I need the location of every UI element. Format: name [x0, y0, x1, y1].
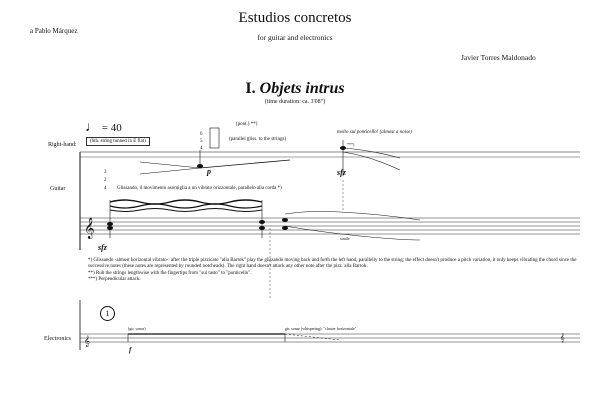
- scordatura-box: (6th. string tunned in E flat): [86, 137, 150, 146]
- treble-clef-icon: 𝄞: [84, 336, 90, 347]
- treble-clef-icon: 𝄞: [84, 218, 95, 239]
- gliss-beam: [110, 204, 262, 208]
- footnote-3: ***) Perpendicular attack.: [88, 277, 141, 283]
- molto-sul-pont-marking: molto sul ponticello! (almost a noise): [337, 130, 412, 135]
- gliss-curve: [343, 148, 400, 158]
- simile-label: simile: [340, 236, 350, 241]
- gliss-beam: [110, 200, 262, 204]
- string-circle: 2: [104, 178, 107, 183]
- movement-duration: (time duration: ca. 3'08"): [264, 99, 326, 105]
- tempo-value: = 40: [101, 122, 122, 134]
- composer-name: Javier Torres Maldonado: [461, 53, 536, 62]
- string-box: [210, 128, 219, 148]
- movement-number: I.: [245, 80, 256, 97]
- right-hand-label: Right-hand:: [48, 142, 77, 148]
- dynamic-f: f: [129, 346, 132, 354]
- gliss-curve: [343, 152, 400, 170]
- notehead: [340, 146, 346, 150]
- guitar-label: Guitar: [50, 186, 66, 192]
- string-number: 4: [200, 146, 203, 151]
- notehead: [107, 222, 113, 226]
- footnote-1: *) Glissando -almost horizontal vibrato-: after the triple pizzicato "alla Bartok" play the glissando moving back and forth the left hand, parallelly to the string; the effect doesn't produce a pitch variation, it only keeps vibrating the chord since the successive notes (these notes are represented by rounded notcheads). The right hand doesn't attack any other note after the pizz. alla Bartok.: [88, 258, 577, 270]
- glissando-instruction: Glissando, il movimento asomiglia a un vibrato orizzontale, parallelo alla corda *): [117, 186, 282, 191]
- notehead: [107, 226, 113, 230]
- electronics-text-1: (gtr. sonar): [128, 326, 146, 331]
- string-number: 5: [200, 139, 203, 144]
- gliss-line: [200, 160, 290, 168]
- string-circle: 3: [104, 170, 107, 175]
- footnote-2: **) Rub the strings lengthwise with the fingertips from "sul tasto" to "ponticello".: [88, 270, 252, 276]
- triple-star-marking: ***): [347, 142, 355, 147]
- dynamic-sfz-2: sfz: [98, 243, 107, 252]
- notehead: [259, 226, 265, 230]
- guitar-staff: [80, 218, 580, 234]
- hairpin: [140, 162, 200, 174]
- notehead: [282, 226, 288, 230]
- notehead: [197, 164, 203, 168]
- notehead: [259, 220, 265, 224]
- dynamic-p: p: [207, 167, 211, 176]
- movement-title: Objets intrus: [259, 80, 345, 97]
- electronics-label: Electronics: [44, 336, 71, 342]
- dedication: a Pablo Márquez: [30, 27, 78, 35]
- piece-subtitle: for guitar and electronics: [257, 33, 333, 42]
- parallel-gliss-marking: (parallel gliss. to the strings): [229, 137, 287, 142]
- quarter-note-icon: ♩: [85, 120, 99, 135]
- gliss-curve: [285, 226, 420, 240]
- string-circle: 4: [104, 186, 107, 191]
- string-number: 6: [200, 132, 203, 137]
- electronics-staff: [80, 334, 580, 342]
- notehead: [282, 218, 288, 222]
- gliss-curve: [285, 211, 420, 220]
- rehearsal-mark: 1: [100, 306, 115, 321]
- treble-clef-icon: 𝄞: [560, 333, 565, 342]
- pont-marking: (pont.) **): [236, 122, 258, 127]
- dynamic-sfz-1: sfz: [337, 168, 346, 177]
- electronics-text-2: gtr. sonar (whispering): "cluster horizontale": [285, 326, 357, 331]
- piece-title: Estudios concretos: [238, 10, 352, 26]
- gliss-beam: [110, 209, 262, 212]
